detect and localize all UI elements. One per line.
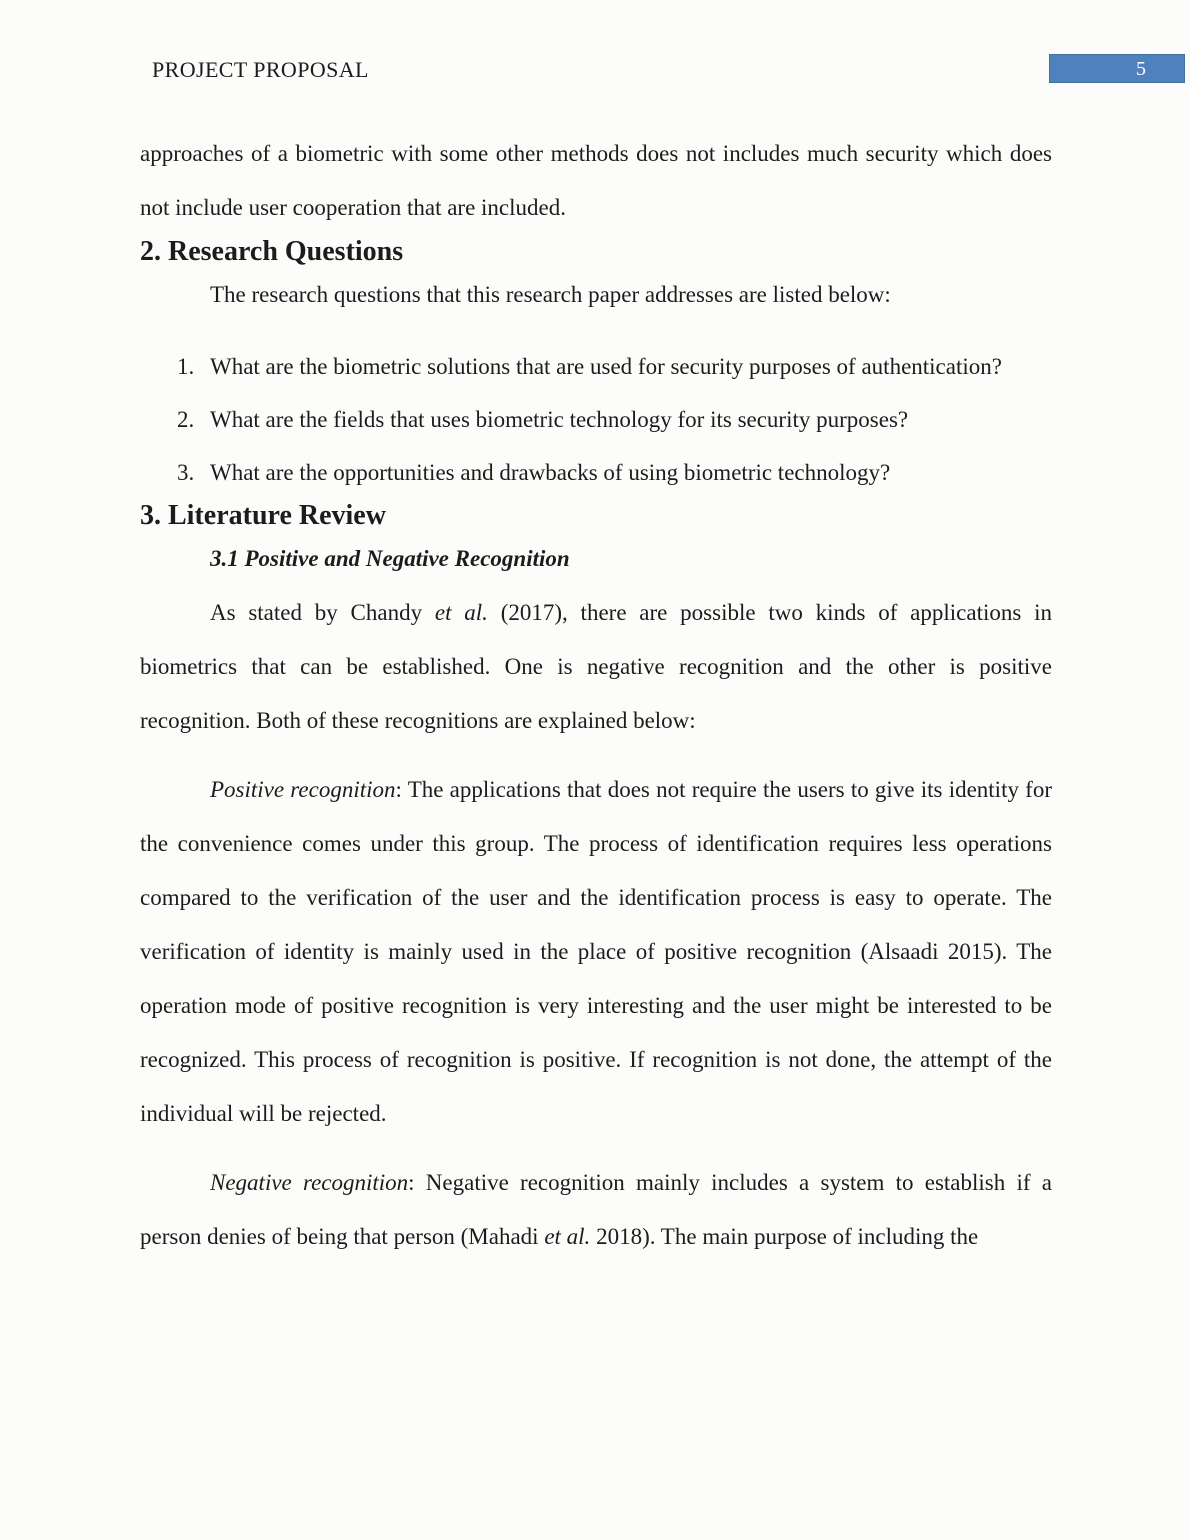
document-body xyxy=(140,127,1052,1264)
citation-et-al: et al. xyxy=(434,600,488,625)
list-item-text: What are the opportunities and drawbacks of using biometric technology? xyxy=(210,460,891,485)
page-number: 5 xyxy=(1136,57,1146,80)
literature-intro-paragraph xyxy=(140,586,1052,748)
term-positive-recognition: Positive recognition xyxy=(210,777,396,802)
paragraph-text: As stated by Chandy xyxy=(210,600,435,625)
positive-recognition-paragraph xyxy=(140,763,1052,1141)
subsection-heading-positive-negative: 3.1 Positive and Negative Recognition xyxy=(210,546,570,571)
list-item-text: What are the biometric solutions that are used for security purposes of authentication? xyxy=(210,354,1002,379)
list-item-number: 1. xyxy=(177,354,195,379)
negative-recognition-paragraph xyxy=(140,1156,1052,1264)
page-number-box xyxy=(1049,54,1185,83)
research-questions-list xyxy=(140,340,1052,499)
list-item-number: 2. xyxy=(177,407,195,432)
citation-et-al: et al. xyxy=(544,1224,591,1249)
research-questions-lead: The research questions that this research paper addresses are listed below: xyxy=(210,282,891,307)
list-item xyxy=(140,393,1052,446)
paragraph-text: (2017), there are possible two kinds of applications in biometrics that can be established. One is negative recognition and the other is positive recognition. Both of these recognitions are explained below: xyxy=(140,600,1052,733)
list-item-text: What are the fields that uses biometric technology for its security purposes? xyxy=(210,407,909,432)
list-item xyxy=(140,446,1052,499)
paragraph-text: 2018). The main purpose of including the xyxy=(590,1224,979,1249)
paragraph-text: : Negative recognition mainly includes a system to establish if a person denies of being that person (Mahadi xyxy=(140,1170,1052,1249)
section-heading-research-questions: 2. Research Questions xyxy=(140,236,404,267)
term-negative-recognition: Negative recognition xyxy=(210,1170,409,1195)
list-item xyxy=(140,340,1052,393)
section-heading-literature-review: 3. Literature Review xyxy=(140,500,386,531)
list-item-number: 3. xyxy=(177,460,195,485)
paragraph-text: : The applications that does not require the users to give its identity for the convenience comes under this group. The process of identification requires less operations compared to the verification of the user and the identification process is easy to operate. The verification of identity is mainly used in the place of positive recognition (Alsaadi 2015). The operation mode of positive recognition is very interesting and the user might be interested to be recognized. This process of recognition is positive. If recognition is not done, the attempt of the individual will be rejected. xyxy=(140,777,1052,1126)
running-header-title: PROJECT PROPOSAL xyxy=(152,57,369,82)
intro-paragraph: approaches of a biometric with some other methods does not includes much security which does not include user cooperation that are included. xyxy=(140,141,1052,220)
